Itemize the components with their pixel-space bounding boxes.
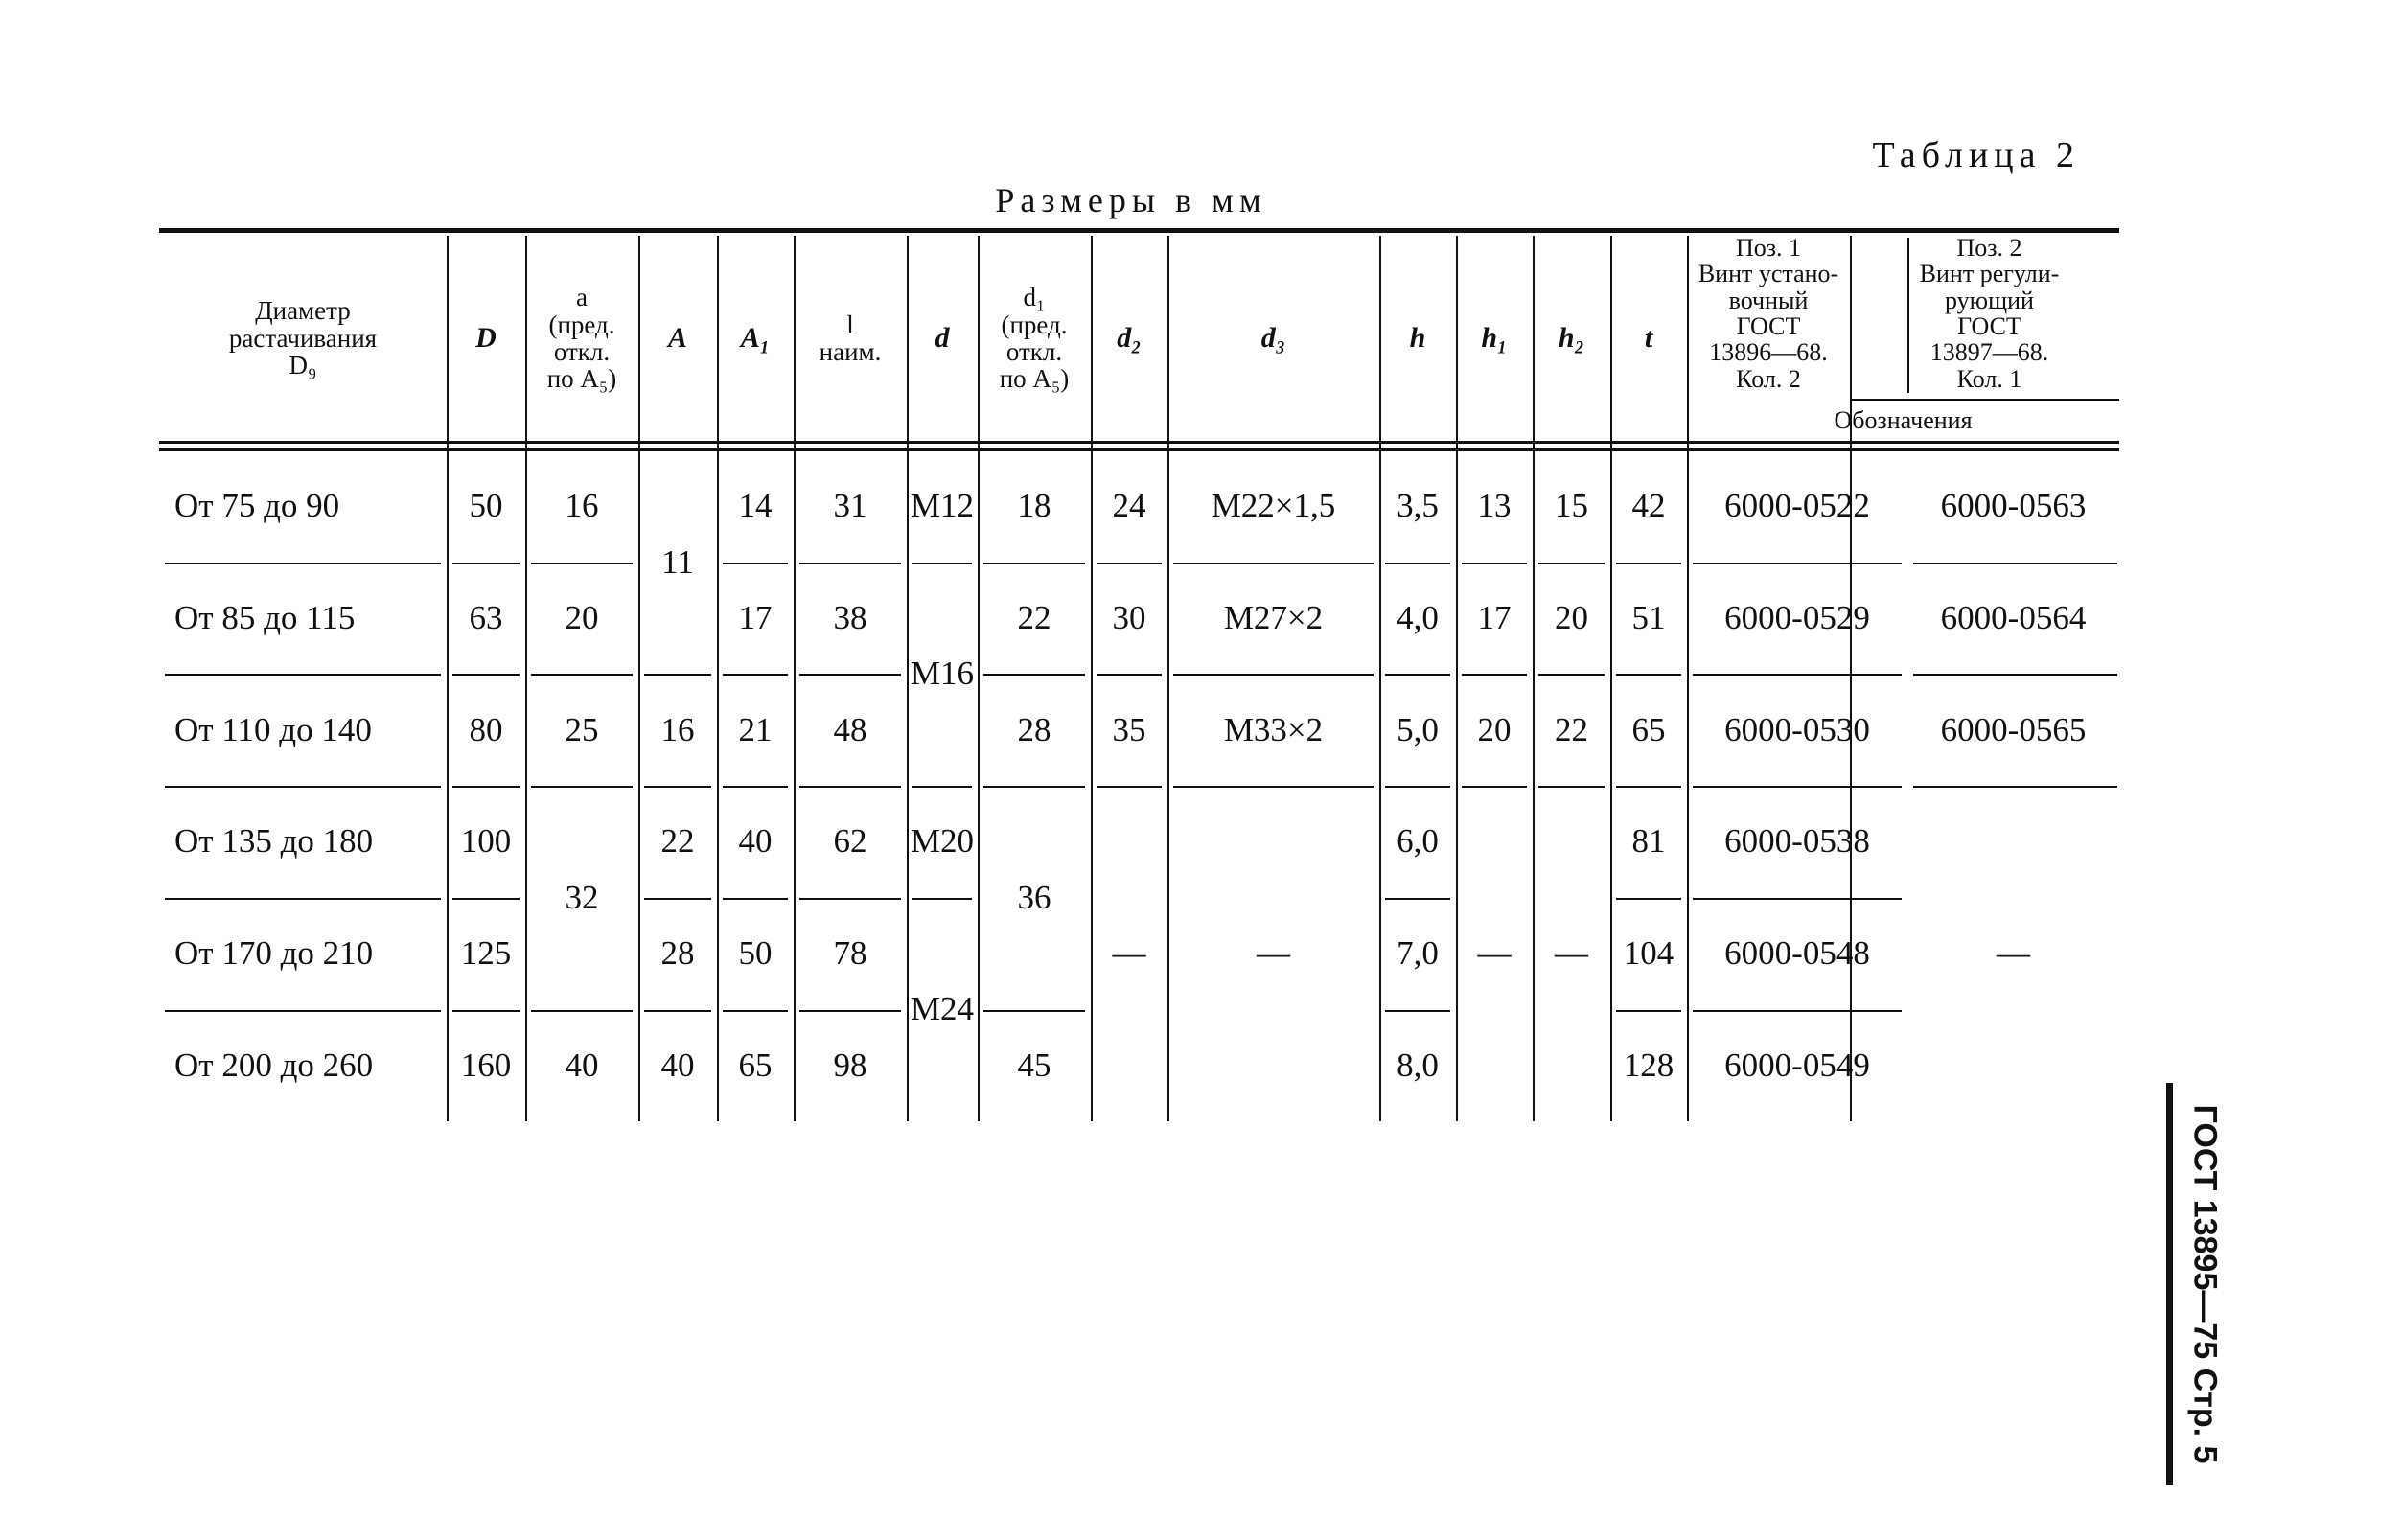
header-bottom-rule-1 xyxy=(159,441,2119,444)
cell-h: 8,0 xyxy=(1397,1046,1439,1084)
cell-A1: 17 xyxy=(738,599,773,637)
table-number: Таблица 2 xyxy=(1872,135,2080,175)
cell-pos1: 6000-0522 xyxy=(1724,487,1870,525)
cell-pos1: 6000-0548 xyxy=(1724,934,1870,973)
cell-l: 98 xyxy=(833,1046,867,1084)
cell-t: 128 xyxy=(1623,1046,1674,1084)
cell-l: 31 xyxy=(833,487,867,525)
cell-pos1: 6000-0529 xyxy=(1724,599,1870,637)
cell-d-merged: M16 xyxy=(910,655,975,693)
header-D: D xyxy=(475,322,497,355)
cell-pos1: 6000-0549 xyxy=(1724,1046,1870,1084)
header-l: l наим. xyxy=(819,310,882,366)
cell-h1: 13 xyxy=(1477,487,1512,525)
cell-d1: 22 xyxy=(1017,599,1051,637)
header-h1: h₁ xyxy=(1481,322,1508,355)
cell-l: 38 xyxy=(833,599,867,637)
cell-d-merged: M24 xyxy=(910,990,975,1028)
cell-t: 65 xyxy=(1631,710,1666,748)
diameter-cell: От 110 до 140 xyxy=(174,710,372,748)
cell-t: 104 xyxy=(1623,934,1674,973)
diameter-cell: От 75 до 90 xyxy=(174,487,340,525)
cell-d1-merged: 36 xyxy=(1017,878,1051,916)
cell-d1: 45 xyxy=(1017,1046,1051,1084)
header-d1: d₁ (пред. откл. по A₅) xyxy=(999,283,1070,394)
cell-h: 4,0 xyxy=(1397,599,1439,637)
cell-d2-dash: — xyxy=(1112,934,1146,973)
header-diameter: Диаметр растачивания D₉ xyxy=(228,296,378,380)
cell-a: 40 xyxy=(565,1046,599,1084)
cell-a: 16 xyxy=(565,487,599,525)
header-A: A xyxy=(667,322,687,355)
cell-h2: 20 xyxy=(1555,599,1588,637)
header-h: h xyxy=(1409,322,1426,355)
diameter-cell: От 135 до 180 xyxy=(174,822,374,861)
cell-h1-dash: — xyxy=(1477,934,1512,973)
cell-h2: 15 xyxy=(1555,487,1588,525)
cell-a-merged: 32 xyxy=(565,878,599,916)
units-caption: Размеры в мм xyxy=(995,181,1267,219)
diameter-cell: От 200 до 260 xyxy=(174,1046,374,1084)
cell-h: 5,0 xyxy=(1397,710,1439,748)
cell-A-merged: 11 xyxy=(661,542,694,581)
cell-d: M20 xyxy=(910,822,975,861)
header-pos2: Поз. 2 Винт регули- рующий ГОСТ 13897—68. Кол. 1 xyxy=(1919,234,2060,393)
header-d: d xyxy=(935,322,950,355)
header-designations: Обозначения xyxy=(1834,406,1973,435)
cell-pos1: 6000-0538 xyxy=(1724,822,1870,861)
cell-h: 3,5 xyxy=(1397,487,1439,525)
cell-D: 100 xyxy=(460,822,512,861)
cell-A: 28 xyxy=(660,934,695,973)
cell-D: 80 xyxy=(469,710,503,748)
cell-A1: 14 xyxy=(738,487,773,525)
cell-d3: M22×1,5 xyxy=(1211,487,1336,525)
cell-l: 78 xyxy=(833,934,867,973)
header-A1: A₁ xyxy=(740,322,771,355)
cell-pos2: 6000-0564 xyxy=(1940,599,2087,637)
header-t: t xyxy=(1644,322,1653,355)
cell-d2: 35 xyxy=(1112,710,1146,748)
header-h2: h₂ xyxy=(1558,322,1585,355)
table-top-rule xyxy=(159,228,2119,233)
cell-t: 81 xyxy=(1631,822,1666,861)
diameter-cell: От 170 до 210 xyxy=(174,934,374,973)
cell-l: 48 xyxy=(833,710,867,748)
cell-h1: 17 xyxy=(1477,599,1512,637)
cell-d1: 28 xyxy=(1017,710,1051,748)
cell-d2: 24 xyxy=(1112,487,1146,525)
cell-D: 160 xyxy=(460,1046,512,1084)
header-pos1: Поз. 1 Винт устано- вочный ГОСТ 13896—68. Кол. 2 xyxy=(1698,234,1839,393)
cell-h: 6,0 xyxy=(1397,822,1439,861)
diameter-cell: От 85 до 115 xyxy=(174,599,356,637)
cell-h1: 20 xyxy=(1477,710,1512,748)
cell-l: 62 xyxy=(833,822,867,861)
cell-A1: 21 xyxy=(738,710,773,748)
cell-h2: 22 xyxy=(1555,710,1588,748)
cell-a: 20 xyxy=(565,599,599,637)
cell-D: 125 xyxy=(460,934,512,973)
cell-d3: M27×2 xyxy=(1223,599,1324,637)
cell-A: 16 xyxy=(660,710,695,748)
cell-d2: 30 xyxy=(1112,599,1146,637)
header-d2: d₂ xyxy=(1117,322,1142,355)
cell-A: 22 xyxy=(660,822,695,861)
cell-d: M12 xyxy=(910,487,975,525)
cell-A: 40 xyxy=(660,1046,695,1084)
cell-t: 42 xyxy=(1631,487,1666,525)
cell-pos1: 6000-0530 xyxy=(1724,710,1870,748)
cell-A1: 65 xyxy=(738,1046,773,1084)
cell-A1: 40 xyxy=(738,822,773,861)
cell-D: 63 xyxy=(469,599,503,637)
cell-A1: 50 xyxy=(738,934,773,973)
cell-h: 7,0 xyxy=(1397,934,1439,973)
cell-d1: 18 xyxy=(1017,487,1051,525)
cell-t: 51 xyxy=(1631,599,1666,637)
cell-pos2: 6000-0565 xyxy=(1940,710,2087,748)
side-label-text: ГОСТ 13895—75 Стр. 5 xyxy=(2186,1104,2224,1464)
header-a: a (пред. откл. по A₅) xyxy=(546,283,617,394)
cell-pos2-dash: — xyxy=(1997,934,2030,973)
header-d3: d₃ xyxy=(1260,322,1286,355)
cell-d3-dash: — xyxy=(1257,934,1290,973)
cell-h2-dash: — xyxy=(1555,934,1588,973)
cell-d3: M33×2 xyxy=(1223,710,1324,748)
cell-a: 25 xyxy=(565,710,599,748)
side-label xyxy=(2166,1083,2243,1485)
cell-D: 50 xyxy=(469,487,503,525)
cell-pos2: 6000-0563 xyxy=(1940,487,2087,525)
